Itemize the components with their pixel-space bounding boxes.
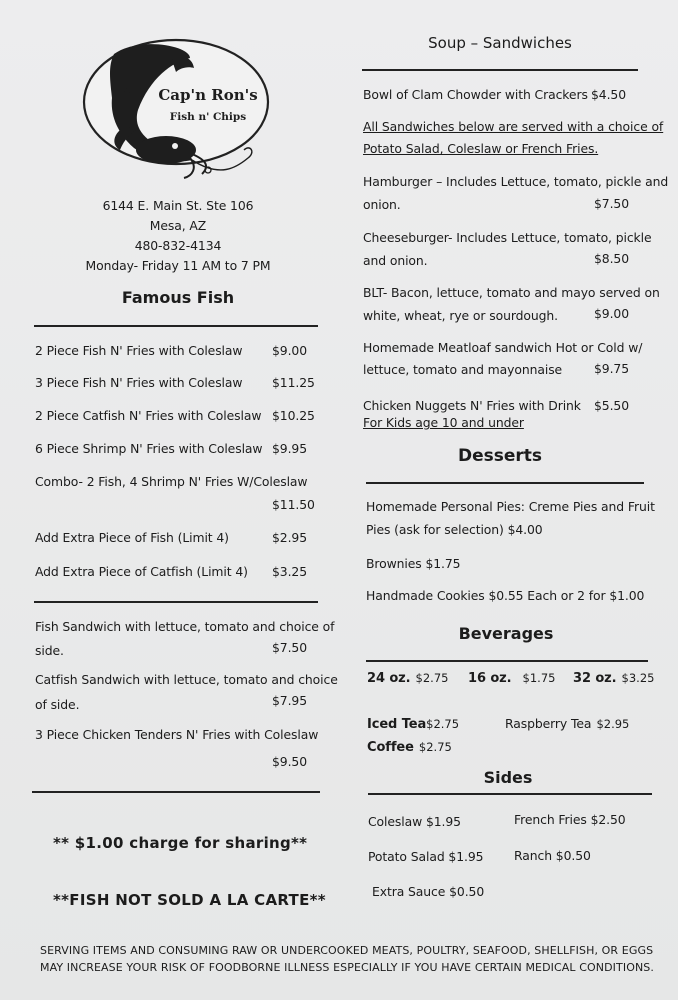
phone-number: 480-832-4134: [134, 238, 222, 253]
menu-item-price: $8.50: [594, 251, 629, 266]
beverage-size-label: 16 oz.: [468, 671, 512, 686]
sandwich-sides-note-line2: Potato Salad, Coleslaw or French Fries.: [363, 141, 599, 156]
menu-item-name: 3 Piece Chicken Tenders N' Fries with Coleslaw: [35, 727, 319, 742]
food-safety-warning-line1: SERVING ITEMS AND CONSUMING RAW OR UNDERCOOKED MEATS, POULTRY, SEAFOOD, SHELLFISH, OR EGGS: [40, 944, 654, 957]
menu-item-name: Chicken Nuggets N' Fries with Drink: [363, 398, 581, 413]
menu-item-name-cont: lettuce, tomato and mayonnaise: [363, 362, 563, 377]
beverage-name: Raspberry Tea: [505, 716, 592, 731]
desserts-rule: [366, 482, 644, 484]
menu-item-price: $5.50: [594, 398, 629, 413]
menu-item-name: Add Extra Piece of Catfish (Limit 4): [35, 564, 248, 579]
dessert-pies-line1: Homemade Personal Pies: Creme Pies and Fruit: [366, 499, 655, 514]
beverage-size-32: [573, 667, 654, 686]
menu-item-name: Catfish Sandwich with lettuce, tomato and choice: [35, 672, 338, 687]
dessert-brownies: Brownies $1.75: [366, 556, 461, 571]
logo-line1: Cap'n Ron's: [158, 86, 258, 104]
menu-item-name-cont: of side.: [35, 697, 80, 712]
menu-item-name: Bowl of Clam Chowder with Crackers: [363, 87, 588, 102]
menu-item-name-cont: and onion.: [363, 253, 428, 268]
kids-note: For Kids age 10 and under: [363, 415, 524, 430]
beverage-size-24: [367, 667, 448, 686]
section-rule: [34, 601, 318, 603]
beverage-size-label: 32 oz.: [573, 671, 617, 686]
beverage-iced-tea: [367, 713, 459, 732]
menu-item-name: 2 Piece Fish N' Fries with Coleslaw: [35, 343, 243, 358]
menu-item-price: $7.50: [594, 196, 629, 211]
sides-rule: [368, 793, 652, 795]
logo-line2: Fish n' Chips: [169, 111, 247, 123]
menu-item-price: $11.25: [272, 375, 315, 390]
beverages-rule: [366, 660, 648, 662]
beverage-size-price: $2.75: [415, 671, 449, 685]
famous-fish-heading: Famous Fish: [121, 288, 235, 307]
menu-item-price: $7.50: [272, 640, 307, 655]
menu-item-price: $9.00: [594, 306, 629, 321]
menu-item-price: $3.25: [272, 564, 307, 579]
menu-item-name: Fish Sandwich with lettuce, tomato and choice of: [35, 619, 335, 634]
dessert-cookies: Handmade Cookies $0.55 Each or 2 for $1.00: [366, 588, 645, 603]
menu-item-price: $9.75: [594, 361, 629, 376]
beverage-name: Iced Tea: [367, 717, 427, 732]
food-safety-warning-line2: MAY INCREASE YOUR RISK OF FOODBORNE ILLNESS ESPECIALLY IF YOU HAVE CERTAIN MEDICAL CONDITIONS.: [40, 961, 654, 974]
beverage-name: Coffee: [367, 740, 414, 755]
section-rule: [32, 791, 320, 793]
beverage-coffee: [367, 736, 452, 755]
beverage-size-price: $1.75: [522, 671, 556, 685]
sandwich-sides-note-line1: All Sandwiches below are served with a choice of: [363, 119, 664, 134]
menu-item-name: 2 Piece Catfish N' Fries with Coleslaw: [35, 408, 262, 423]
soup-sandwiches-rule: [362, 69, 638, 71]
restaurant-logo: [80, 28, 270, 196]
sandwich-sides-note: [363, 119, 663, 134]
menu-item-name: Cheeseburger- Includes Lettuce, tomato, pickle: [363, 230, 652, 245]
menu-item-price: $9.95: [272, 441, 307, 456]
menu-item-name: 6 Piece Shrimp N' Fries with Coleslaw: [35, 441, 263, 456]
dessert-pies-line2: Pies (ask for selection) $4.00: [366, 522, 543, 537]
a-la-carte-note: **FISH NOT SOLD A LA CARTE**: [53, 891, 326, 909]
menu-item-name: Homemade Meatloaf sandwich Hot or Cold w/: [363, 340, 643, 355]
menu-item-name: Hamburger – Includes Lettuce, tomato, pickle and: [363, 174, 669, 189]
side-french-fries: French Fries $2.50: [514, 812, 626, 827]
beverage-price: $2.75: [426, 717, 460, 731]
menu-item-price: $10.25: [272, 408, 315, 423]
sharing-charge-note: ** $1.00 charge for sharing**: [53, 834, 308, 852]
beverage-size-label: 24 oz.: [367, 671, 411, 686]
menu-item-name: 3 Piece Fish N' Fries with Coleslaw: [35, 375, 243, 390]
menu-item-name: Add Extra Piece of Fish (Limit 4): [35, 530, 229, 545]
beverage-raspberry-tea: [505, 713, 629, 732]
side-potato-salad: Potato Salad $1.95: [368, 849, 484, 864]
menu-item-price: $11.50: [272, 497, 315, 512]
famous-fish-rule: [34, 325, 318, 327]
desserts-heading: Desserts: [457, 446, 543, 466]
menu-item-name-cont: white, wheat, rye or sourdough.: [363, 308, 558, 323]
menu-item-price: $7.95: [272, 693, 307, 708]
address-city: Mesa, AZ: [149, 218, 207, 233]
sides-heading: Sides: [483, 768, 533, 787]
menu-item-name-cont: side.: [35, 643, 64, 658]
beverages-heading: Beverages: [458, 624, 554, 643]
beverage-size-price: $3.25: [621, 671, 655, 685]
menu-item-name: Combo- 2 Fish, 4 Shrimp N' Fries W/Coleslaw: [35, 474, 308, 489]
menu-item-name-cont: onion.: [363, 197, 401, 212]
catfish-logo-icon: [80, 28, 270, 196]
menu-item-name: BLT- Bacon, lettuce, tomato and mayo served on: [363, 285, 660, 300]
soup-sandwiches-heading: Soup – Sandwiches: [428, 34, 572, 52]
menu-item-price: $2.95: [272, 530, 307, 545]
menu-item-price: $9.50: [272, 754, 307, 769]
beverage-size-16: [468, 667, 555, 686]
menu-item-price: $4.50: [591, 87, 626, 102]
beverage-price: $2.95: [596, 717, 630, 731]
address-street: 6144 E. Main St. Ste 106: [102, 198, 254, 213]
side-ranch: Ranch $0.50: [514, 848, 591, 863]
menu-item-price: $9.00: [272, 343, 307, 358]
business-hours: Monday- Friday 11 AM to 7 PM: [85, 258, 271, 273]
side-extra-sauce: Extra Sauce $0.50: [372, 884, 485, 899]
side-coleslaw: Coleslaw $1.95: [368, 814, 461, 829]
beverage-price: $2.75: [418, 740, 452, 754]
